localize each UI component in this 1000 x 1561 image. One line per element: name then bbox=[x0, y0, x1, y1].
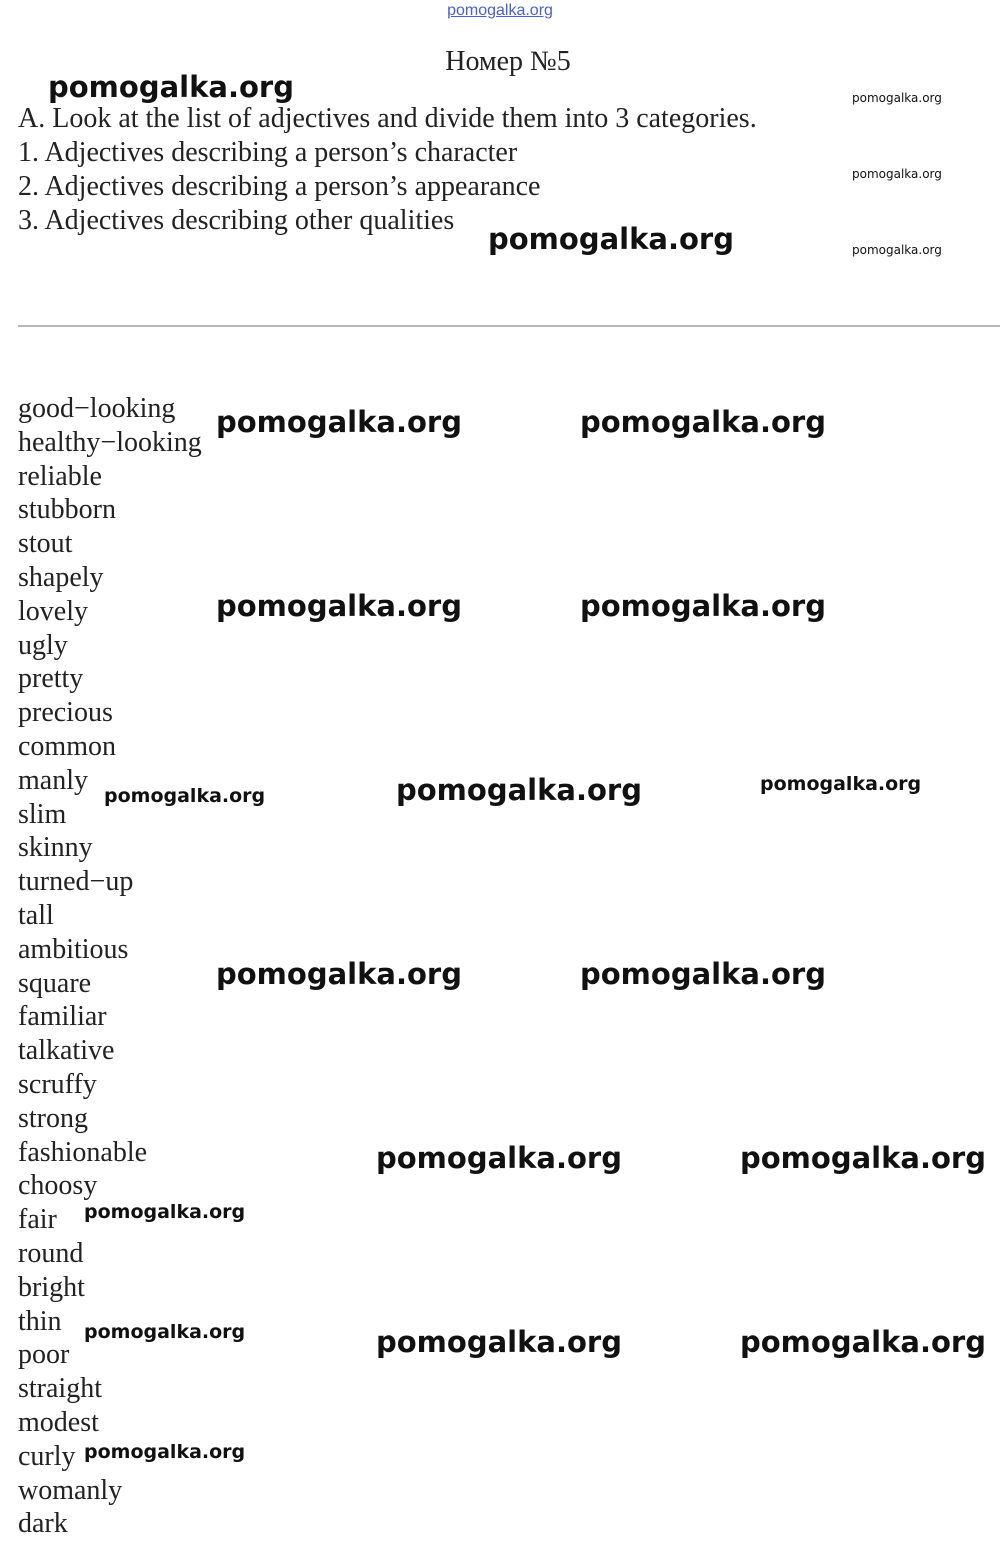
watermark: pomogalka.org bbox=[852, 167, 942, 181]
adjective-item: pretty bbox=[18, 663, 84, 695]
adjective-item: fashionable bbox=[18, 1136, 148, 1168]
adjective-item: choosy bbox=[18, 1170, 98, 1202]
watermark: pomogalka.org bbox=[580, 589, 826, 623]
category-item: 2. Adjectives describing a person’s appearance bbox=[18, 171, 541, 202]
adjective-item: curly bbox=[18, 1440, 76, 1472]
watermark: pomogalka.org bbox=[104, 785, 266, 807]
adjective-item: precious bbox=[18, 697, 113, 729]
watermark: pomogalka.org bbox=[852, 91, 942, 105]
adjective-item: slim bbox=[18, 798, 67, 830]
adjective-list bbox=[18, 392, 202, 1541]
adjective-item: round bbox=[18, 1237, 84, 1269]
adjective-item: common bbox=[18, 730, 116, 762]
adjective-item: bright bbox=[18, 1271, 85, 1303]
watermark: pomogalka.org bbox=[760, 773, 922, 795]
watermark: pomogalka.org bbox=[580, 405, 826, 439]
adjective-item: thin bbox=[18, 1305, 62, 1337]
adjective-item: ambitious bbox=[18, 933, 129, 965]
watermark: pomogalka.org bbox=[740, 1325, 986, 1359]
adjective-item: tall bbox=[18, 899, 54, 931]
watermark: pomogalka.org bbox=[84, 1201, 246, 1223]
divider bbox=[18, 325, 1000, 327]
watermark: pomogalka.org bbox=[84, 1441, 246, 1463]
watermark: pomogalka.org bbox=[396, 773, 642, 807]
adjective-item: turned−up bbox=[18, 866, 134, 898]
watermark: pomogalka.org bbox=[216, 589, 462, 623]
category-item: 3. Adjectives describing other qualities bbox=[18, 205, 455, 236]
adjective-item: reliable bbox=[18, 460, 102, 492]
adjective-item: familiar bbox=[18, 1001, 107, 1033]
adjective-item: scruffy bbox=[18, 1068, 97, 1100]
watermark: pomogalka.org bbox=[48, 70, 294, 104]
task-instructions bbox=[18, 102, 757, 238]
adjective-item: talkative bbox=[18, 1035, 115, 1067]
adjective-item: womanly bbox=[18, 1474, 123, 1506]
category-item: 1. Adjectives describing a person’s character bbox=[18, 137, 518, 168]
watermark: pomogalka.org bbox=[376, 1141, 622, 1175]
adjective-item: ugly bbox=[18, 629, 68, 661]
watermark: pomogalka.org bbox=[84, 1321, 246, 1343]
adjective-item: healthy−looking bbox=[18, 426, 202, 458]
adjective-item: square bbox=[18, 967, 92, 999]
watermark: pomogalka.org bbox=[740, 1141, 986, 1175]
task-instruction: A. Look at the list of adjectives and divide them into 3 categories. bbox=[18, 103, 757, 134]
adjective-item: shapely bbox=[18, 561, 104, 593]
adjective-item: poor bbox=[18, 1339, 70, 1371]
site-link[interactable]: pomogalka.org bbox=[447, 2, 553, 19]
adjective-item: strong bbox=[18, 1102, 88, 1134]
watermark: pomogalka.org bbox=[216, 405, 462, 439]
watermark: pomogalka.org bbox=[376, 1325, 622, 1359]
adjective-item: good−looking bbox=[18, 393, 176, 424]
adjective-item: dark bbox=[18, 1508, 68, 1540]
watermark: pomogalka.org bbox=[852, 243, 942, 257]
adjective-item: straight bbox=[18, 1373, 102, 1405]
watermark: pomogalka.org bbox=[488, 222, 734, 256]
adjective-item: fair bbox=[18, 1204, 57, 1236]
page-title: Номер №5 bbox=[445, 46, 571, 77]
watermark: pomogalka.org bbox=[216, 957, 462, 991]
adjective-item: manly bbox=[18, 764, 88, 796]
adjective-item: stout bbox=[18, 528, 73, 560]
adjective-item: modest bbox=[18, 1406, 99, 1438]
adjective-item: skinny bbox=[18, 832, 93, 864]
adjective-item: stubborn bbox=[18, 494, 116, 526]
watermark: pomogalka.org bbox=[580, 957, 826, 991]
adjective-item: lovely bbox=[18, 595, 88, 627]
